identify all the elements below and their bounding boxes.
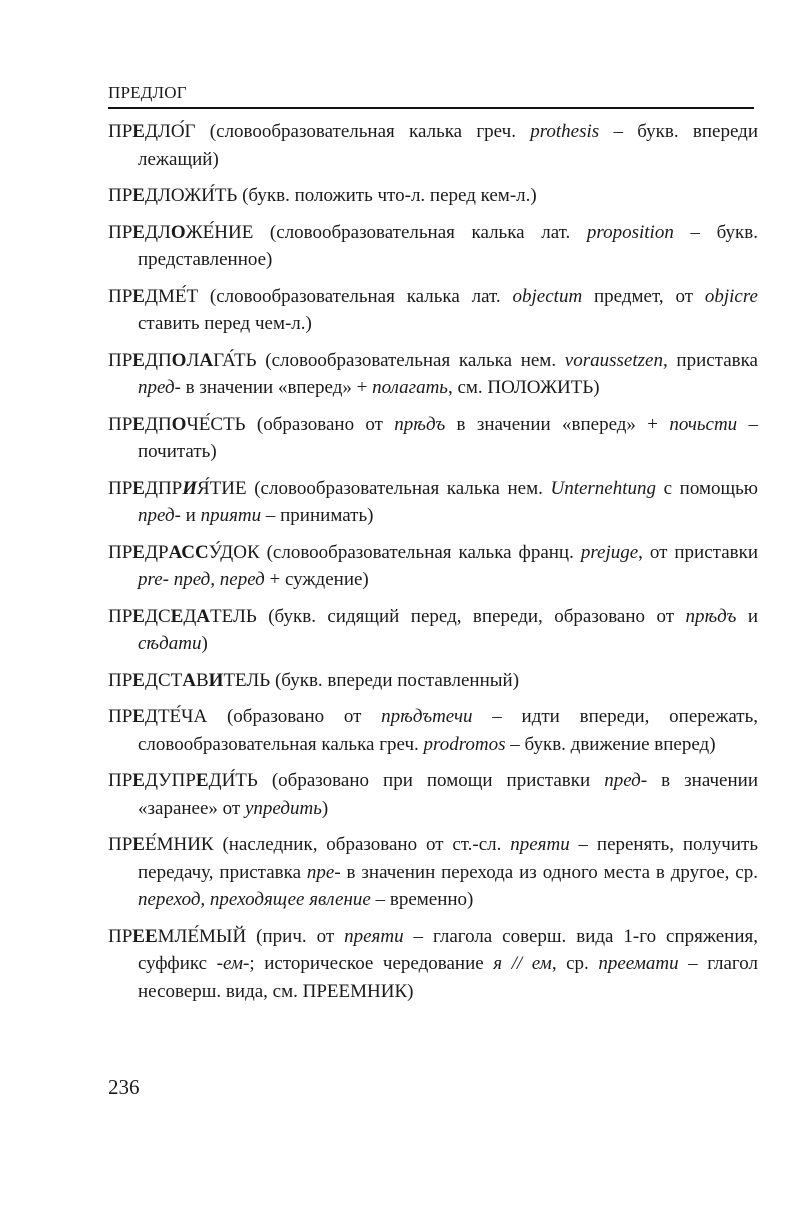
dictionary-entry-predmet	[108, 283, 758, 338]
entry-text: с помощью	[656, 477, 758, 499]
stress-letter: И	[182, 477, 198, 499]
italic-term: Unternehtung	[550, 477, 657, 499]
dictionary-entry-predtecha	[108, 703, 758, 758]
entry-text: ДР	[144, 541, 169, 563]
running-header	[108, 80, 754, 109]
entry-text: – глагола соверш. вида 1-го спряжения, суффикс	[138, 925, 759, 974]
entry-text: ДП	[144, 413, 172, 435]
entry-text: ДЛ	[144, 221, 171, 243]
dictionary-entry-preduprediti	[108, 767, 758, 822]
entry-text: ПР	[108, 185, 133, 206]
entry-text: ПР	[108, 925, 133, 947]
stress-letter: Е	[132, 185, 145, 206]
dictionary-entry-predpriyatie	[108, 475, 758, 530]
entry-text: , приставка	[662, 349, 758, 371]
entry-text: и	[736, 605, 758, 627]
italic-term: переход, преходящее явление	[138, 889, 371, 910]
stress-letter: Е	[132, 349, 145, 371]
entry-text: ДСТ	[144, 669, 183, 691]
italic-term: прѣдъ	[685, 605, 737, 627]
italic-term: пред-	[138, 377, 181, 398]
italic-term: objectum	[512, 285, 583, 307]
entry-text: – временно)	[370, 889, 474, 910]
stress-letter: А	[199, 349, 214, 371]
dictionary-entry-predsedatel	[108, 603, 758, 658]
entry-text: + суждение)	[264, 569, 369, 590]
entry-text: )	[201, 633, 208, 654]
italic-term: я // ем	[493, 953, 552, 974]
entry-text: МЛЕ́МЫЙ (прич. от	[157, 925, 345, 947]
entry-text: ПР	[108, 770, 133, 791]
stress-letter: Е	[132, 770, 145, 791]
italic-term: пре-	[306, 861, 341, 883]
stress-letter: О	[171, 349, 187, 371]
page-number: 236	[108, 1075, 140, 1099]
entry-text: ПР	[108, 706, 133, 727]
italic-term: objicre	[704, 285, 758, 307]
entry-text: ДП	[144, 349, 172, 371]
dictionary-entry-preemnik	[108, 831, 758, 914]
entry-text: , см. ПОЛОЖИТЬ)	[447, 377, 600, 398]
italic-term: преемати	[598, 953, 679, 974]
stress-letter: И	[208, 669, 224, 691]
entry-text: – перенять, получить передачу, приставка	[138, 834, 758, 883]
stress-letter: О	[171, 413, 187, 435]
entry-text: Я́ТИЕ (словообразовательная калька нем.	[197, 477, 551, 499]
entry-text: – глагол несоверш. вида, см. ПРЕЕМНИК)	[138, 953, 758, 1002]
entry-text: ГА́ТЬ (словообразовательная калька нем.	[213, 349, 565, 371]
entry-text: ТЕЛЬ (букв. впереди поставленный)	[223, 669, 520, 691]
stress-letter: Е	[132, 413, 145, 435]
stress-letter: А	[196, 605, 211, 627]
stress-letter: О	[170, 221, 186, 243]
entry-text: ПР	[108, 121, 133, 142]
dictionary-entry-predlozhit	[108, 182, 758, 210]
italic-term: полагать	[372, 377, 448, 398]
entry-text: ЧЕ́СТЬ (образовано от	[186, 413, 395, 435]
italic-term: pre- пред, перед	[138, 569, 265, 590]
entry-text: Л	[186, 349, 200, 371]
italic-term: пред-	[138, 505, 181, 526]
entry-text: ДЛОЖИ́ТЬ (букв. положить что-л. перед кем-л.)	[144, 185, 537, 206]
entry-text: в значении «вперед» +	[180, 377, 373, 398]
entry-text: в значенин перехода из одного места в другое, ср.	[340, 861, 758, 883]
entry-text: предмет, от	[582, 285, 705, 307]
entry-text: – букв. представленное)	[138, 221, 758, 270]
italic-term: prodromos	[423, 733, 506, 755]
stress-letter: Е	[132, 706, 145, 727]
stress-letter: Е	[132, 834, 145, 855]
dictionary-entries	[108, 118, 758, 1014]
italic-term: prothesis	[530, 121, 600, 142]
entry-text: в значении «заранее» от	[138, 770, 758, 819]
entry-text: ПР	[108, 413, 133, 435]
italic-term: пред-	[604, 770, 648, 791]
entry-text: У́ДОК (словообразовательная калька франц.	[208, 541, 581, 563]
stress-letter: Е	[170, 605, 184, 627]
stress-letter: Е	[132, 605, 145, 627]
entry-text: ПР	[108, 221, 133, 243]
entry-text: ; историческое чередование	[249, 953, 494, 974]
entry-text: ДЛО́Г (словообразовательная калька греч.	[144, 121, 531, 142]
entry-text: ДПР	[144, 477, 183, 499]
dictionary-entry-predstavitel	[108, 667, 758, 695]
dictionary-entry-preemlemyi	[108, 923, 758, 1006]
italic-term: voraussetzen	[564, 349, 663, 371]
entry-text: ДИ́ТЬ (образовано при помощи приставки	[208, 770, 605, 791]
entry-text: ПР	[108, 477, 133, 499]
stress-letter: Е	[132, 541, 145, 563]
entry-text: – почитать)	[138, 413, 759, 462]
entry-text: ПР	[108, 349, 133, 371]
entry-text: ПР	[108, 285, 133, 307]
entry-text: ПР	[108, 669, 133, 691]
entry-text: )	[321, 797, 329, 819]
entry-text: ДС	[144, 605, 171, 627]
entry-text: в значении «вперед» +	[445, 413, 670, 435]
stress-letter: ЕЕ	[132, 925, 158, 947]
dictionary-entry-predpolagat	[108, 347, 758, 402]
entry-text: ставить перед чем-л.)	[138, 313, 312, 334]
entry-text: и	[180, 505, 201, 526]
stress-letter: Е	[132, 285, 145, 307]
italic-term: приятu	[200, 505, 262, 526]
stress-letter: Е	[195, 770, 209, 791]
entry-text: – идти впереди, опережать, словообразовательная калька греч.	[138, 706, 759, 755]
entry-text: – принимать)	[261, 505, 374, 526]
entry-text: , ср.	[551, 953, 599, 974]
italic-term: почьсти	[669, 413, 738, 435]
entry-text: ДТЕ́ЧА (образовано от	[144, 706, 382, 727]
stress-letter: А	[182, 669, 196, 691]
entry-text: ЖЕ́НИЕ (словообразовательная калька лат.	[185, 221, 587, 243]
entry-text: В	[195, 669, 209, 691]
italic-term: -ем-	[216, 953, 250, 974]
stress-letter: Е	[132, 477, 145, 499]
italic-term: прѣдъ	[394, 413, 446, 435]
stress-letter: Е	[132, 221, 145, 243]
stress-letter: Е	[132, 121, 145, 142]
italic-term: преяти	[344, 925, 404, 947]
dictionary-entry-predrassudok	[108, 539, 758, 594]
entry-text: Д	[183, 605, 197, 627]
stress-letter: АСС	[168, 541, 209, 563]
italic-term: преяти	[510, 834, 570, 855]
italic-term: сѣдати	[138, 633, 202, 654]
dictionary-entry-predpochest	[108, 411, 758, 466]
entry-text: ДМЕ́Т (словообразовательная калька лат.	[144, 285, 513, 307]
entry-text: ПР	[108, 834, 133, 855]
entry-text: ДУПР	[144, 770, 196, 791]
entry-text: Е́МНИК (наследник, образовано от ст.-сл.	[144, 834, 511, 855]
entry-text: ПР	[108, 541, 133, 563]
italic-term: упредить	[244, 797, 322, 819]
entry-text: – букв. впереди лежащий)	[138, 121, 758, 170]
entry-text: ТЕЛЬ (букв. сидящий перед, впереди, образовано от	[210, 605, 686, 627]
italic-term: прѣдътечи	[381, 706, 473, 727]
italic-term: proposition	[586, 221, 674, 243]
italic-term: prejuge	[580, 541, 639, 563]
entry-text: , от приставки	[638, 541, 758, 563]
entry-text: ПР	[108, 605, 133, 627]
dictionary-entry-predlozhenie	[108, 219, 758, 274]
entry-text: – букв. движение вперед)	[505, 733, 716, 755]
stress-letter: Е	[132, 669, 145, 691]
dictionary-entry-predlog	[108, 118, 758, 173]
running-header-title: ПРЕДЛОГ	[108, 83, 187, 102]
